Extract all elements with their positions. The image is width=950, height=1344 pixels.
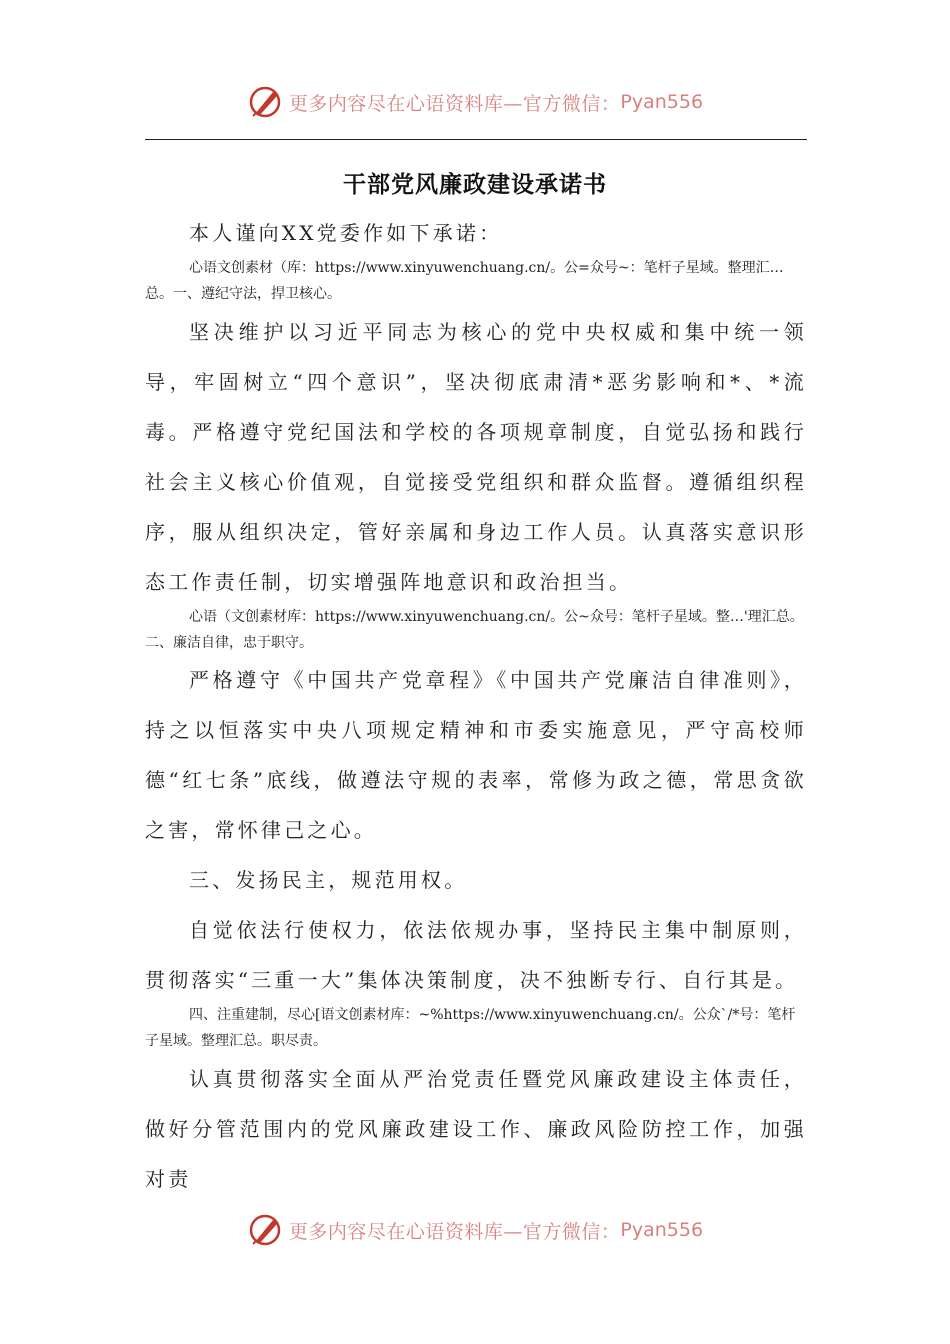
paragraph-3: 自觉依法行使权力，依法依规办事，坚持民主集中制原则，贯彻落实“三重一大”集体决策制度，决不独断专行、自行其是。 [145, 918, 807, 992]
paragraph-2: 严格遵守《中国共产党章程》《中国共产党廉洁自律准则》，持之以恒落实中央八项规定精神和市委实施意见，严守高校师德“红七条”底线，做遵法守规的表率，常修为政之德，常思贪欲之害，常怀律己之心。 [145, 668, 807, 842]
intro-line: 本人谨向XX党委作如下承诺： [189, 221, 503, 245]
header-wechat-id: Pyan556 [620, 91, 704, 113]
footer-wechat-id: Pyan556 [620, 1219, 704, 1241]
source-note-1: 心语文创素材（库：https://www.xinyuwenchuang.cn/。公=众号~：笔杆子星域。整理汇…总。一、遵纪守法，捍卫核心。 [145, 260, 784, 302]
source-note-3: 四、注重建制，尽心[语文创素材库：~%https://www.xinyuwenchuang.cn/。公众`/*号：笔杆子星域。整理汇总。职尽责。 [145, 1007, 796, 1049]
footer-banner-text: 更多内容尽在心语资料库—官方微信： [288, 1220, 621, 1243]
paragraph-4: 认真贯彻落实全面从严治党责任暨党风廉政建设主体责任，做好分管范围内的党风廉政建设工作、廉政风险防控工作，加强对责 [145, 1067, 807, 1191]
header-banner [0, 80, 950, 124]
document-title: 干部党风廉政建设承诺书 [343, 171, 607, 198]
quill-logo-icon [247, 1212, 283, 1248]
source-note-2: 心语（文创素材库：https://www.xinyuwenchuang.cn/。公~众号：笔杆子星域。整…'理汇总。二、廉洁自律，忠于职守。 [145, 609, 804, 651]
quill-logo-icon [247, 84, 283, 120]
header-banner-text: 更多内容尽在心语资料库—官方微信： [288, 92, 621, 115]
paragraph-1: 坚决维护以习近平同志为核心的党中央权威和集中统一领导，牢固树立“四个意识”，坚决彻底肃清*恶劣影响和*、*流毒。严格遵守党纪国法和学校的各项规章制度，自觉弘扬和践行社会主义核心价值观，自觉接受党组织和群众监督。遵循组织程序，服从组织决定，管好亲属和身边工作人员。认真落实意识形态工作责任制，切实增强阵地意识和政治担当。 [145, 320, 807, 594]
heading-3: 三、发扬民主，规范用权。 [189, 868, 468, 892]
footer-banner [0, 1208, 950, 1252]
header-divider [145, 139, 807, 140]
